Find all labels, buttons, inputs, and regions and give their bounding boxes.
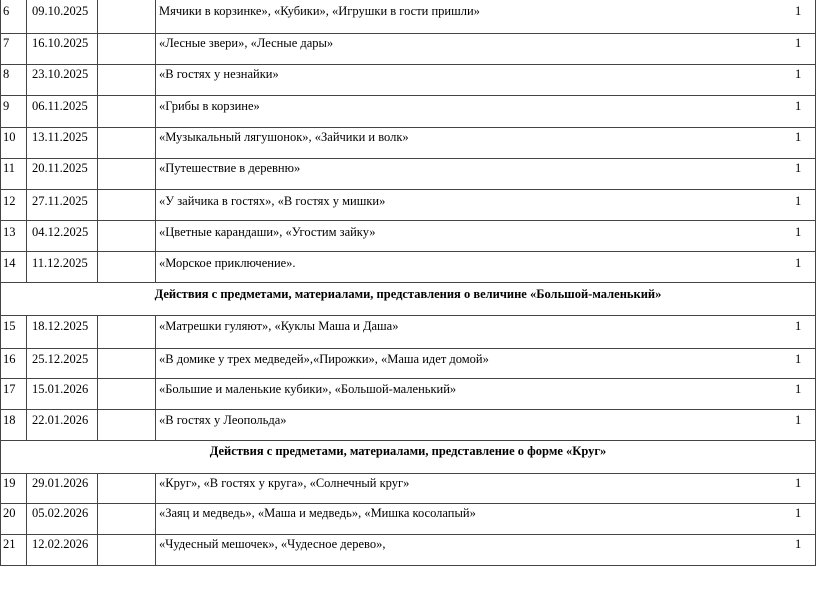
table-border-vertical [97, 220, 98, 251]
table-border-vertical [97, 409, 98, 440]
row-topic: «Матрешки гуляют», «Куклы Маша и Даша» [159, 319, 399, 333]
table-border-vertical [26, 409, 27, 440]
table-border-vertical [0, 189, 1, 220]
row-hours: 1 [795, 36, 802, 50]
table-border-vertical [155, 315, 156, 348]
table-border-horizontal [0, 503, 816, 504]
section-header: Действия с предметами, материалами, представление о форме «Круг» [209, 444, 607, 458]
table-border-horizontal [0, 95, 816, 96]
row-number: 9 [3, 99, 10, 113]
table-border-vertical [26, 473, 27, 503]
row-number: 12 [3, 194, 16, 208]
row-topic: «Путешествие в деревню» [159, 161, 301, 175]
table-border-horizontal [0, 282, 816, 283]
table-border-vertical [26, 95, 27, 127]
table-border-vertical [155, 473, 156, 503]
table-border-vertical [97, 378, 98, 409]
row-topic: «Музыкальный лягушонок», «Зайчики и волк» [159, 130, 409, 144]
table-border-vertical [97, 534, 98, 565]
table-border-vertical [0, 220, 1, 251]
table-border-horizontal [0, 409, 816, 410]
table-border-vertical [155, 95, 156, 127]
row-date: 04.12.2025 [32, 225, 89, 239]
table-border-vertical [155, 220, 156, 251]
table-border-vertical [26, 220, 27, 251]
row-topic: «У зайчика в гостях», «В гостях у мишки» [159, 194, 386, 208]
row-number: 21 [3, 537, 16, 551]
table-border-vertical [155, 534, 156, 565]
table-border-horizontal [0, 251, 816, 252]
table-border-vertical [0, 348, 1, 378]
row-date: 29.01.2026 [32, 476, 89, 490]
section-header: Действия с предметами, материалами, представления о величине «Большой-маленький» [154, 287, 662, 301]
table-border-vertical [0, 158, 1, 189]
row-topic: «В гостях у Леопольда» [159, 413, 287, 427]
row-hours: 1 [795, 4, 802, 18]
row-number: 13 [3, 225, 16, 239]
table-border-vertical [26, 64, 27, 95]
row-topic: Мячики в корзинке», «Кубики», «Игрушки в гости пришли» [159, 4, 480, 18]
row-topic: «Цветные карандаши», «Угостим зайку» [159, 225, 376, 239]
row-number: 14 [3, 256, 16, 270]
table-border-vertical [97, 64, 98, 95]
table-border-vertical [155, 409, 156, 440]
row-hours: 1 [795, 194, 802, 208]
table-border-horizontal [0, 64, 816, 65]
row-date: 09.10.2025 [32, 4, 89, 18]
table-border-horizontal [0, 378, 816, 379]
table-border-vertical [26, 348, 27, 378]
row-topic: «Большие и маленькие кубики», «Большой-маленький» [159, 382, 457, 396]
table-border-vertical [155, 33, 156, 64]
row-date: 11.12.2025 [32, 256, 88, 270]
table-border-vertical [26, 503, 27, 534]
table-border-vertical [155, 0, 156, 33]
table-border-vertical [155, 348, 156, 378]
table-border-vertical [97, 0, 98, 33]
table-border-vertical [97, 33, 98, 64]
row-hours: 1 [795, 352, 802, 366]
row-hours: 1 [795, 99, 802, 113]
row-topic: «Грибы в корзине» [159, 99, 260, 113]
table-border-vertical [26, 378, 27, 409]
row-number: 6 [3, 4, 10, 18]
table-border-vertical [26, 158, 27, 189]
row-date: 27.11.2025 [32, 194, 88, 208]
row-date: 05.02.2026 [32, 506, 89, 520]
row-number: 15 [3, 319, 16, 333]
row-number: 10 [3, 130, 16, 144]
table-border-horizontal [0, 158, 816, 159]
row-hours: 1 [795, 506, 802, 520]
row-number: 18 [3, 413, 16, 427]
table-border-vertical [26, 534, 27, 565]
table-border-vertical [155, 158, 156, 189]
table-border-vertical [97, 158, 98, 189]
row-date: 13.11.2025 [32, 130, 88, 144]
table-border-vertical [26, 189, 27, 220]
table-border-horizontal [0, 315, 816, 316]
table-border-vertical [97, 315, 98, 348]
row-date: 16.10.2025 [32, 36, 89, 50]
table-border-horizontal [0, 348, 816, 349]
row-number: 8 [3, 67, 10, 81]
table-border-vertical [97, 189, 98, 220]
row-hours: 1 [795, 476, 802, 490]
row-topic: «Морское приключение». [159, 256, 296, 270]
row-hours: 1 [795, 319, 802, 333]
table-border-vertical [0, 503, 1, 534]
table-border-horizontal [0, 473, 816, 474]
table-border-vertical [26, 251, 27, 282]
table-border-vertical [97, 348, 98, 378]
table-border-vertical [26, 315, 27, 348]
row-date: 25.12.2025 [32, 352, 89, 366]
table-border-vertical [0, 0, 1, 33]
table-border-vertical [97, 127, 98, 158]
row-number: 11 [3, 161, 16, 175]
row-date: 23.10.2025 [32, 67, 89, 81]
row-number: 20 [3, 506, 16, 520]
table-border-horizontal [0, 189, 816, 190]
table-border-horizontal [0, 534, 816, 535]
row-topic: «В гостях у незнайки» [159, 67, 279, 81]
row-number: 16 [3, 352, 16, 366]
table-border-vertical [0, 127, 1, 158]
row-date: 20.11.2025 [32, 161, 88, 175]
table-border-vertical [155, 127, 156, 158]
row-date: 18.12.2025 [32, 319, 89, 333]
table-border-vertical [155, 503, 156, 534]
table-border-vertical [155, 189, 156, 220]
row-date: 06.11.2025 [32, 99, 88, 113]
table-border-vertical [155, 378, 156, 409]
table-border-horizontal [0, 33, 816, 34]
row-topic: «Лесные звери», «Лесные дары» [159, 36, 334, 50]
table-border-vertical [0, 534, 1, 565]
table-border-vertical [97, 503, 98, 534]
table-border-vertical [0, 33, 1, 64]
table-border-vertical [0, 251, 1, 282]
table-border-horizontal [0, 565, 816, 566]
row-topic: «В домике у трех медведей»,«Пирожки», «Маша идет домой» [159, 352, 489, 366]
row-date: 12.02.2026 [32, 537, 89, 551]
row-hours: 1 [795, 130, 802, 144]
row-hours: 1 [795, 382, 802, 396]
row-topic: «Заяц и медведь», «Маша и медведь», «Мишка косолапый» [159, 506, 476, 520]
row-number: 19 [3, 476, 16, 490]
table-border-horizontal [0, 440, 816, 441]
row-hours: 1 [795, 67, 802, 81]
row-topic: «Чудесный мешочек», «Чудесное дерево», [159, 537, 386, 551]
table-border-vertical [97, 95, 98, 127]
row-topic: «Круг», «В гостях у круга», «Солнечный круг» [159, 476, 410, 490]
table-border-vertical [0, 64, 1, 95]
table-border-vertical [0, 409, 1, 440]
table-border-vertical [97, 251, 98, 282]
row-hours: 1 [795, 161, 802, 175]
row-hours: 1 [795, 537, 802, 551]
table-border-vertical [0, 95, 1, 127]
table-border-horizontal [0, 220, 816, 221]
table-border-vertical [26, 33, 27, 64]
row-hours: 1 [795, 225, 802, 239]
row-date: 15.01.2026 [32, 382, 89, 396]
table-border-vertical [155, 251, 156, 282]
table-border-vertical [155, 64, 156, 95]
row-date: 22.01.2026 [32, 413, 89, 427]
table-border-horizontal [0, 127, 816, 128]
table-border-vertical [0, 378, 1, 409]
table-border-vertical [26, 127, 27, 158]
table-border-vertical [97, 473, 98, 503]
table-border-vertical [0, 473, 1, 503]
table-border-vertical [26, 0, 27, 33]
row-number: 17 [3, 382, 16, 396]
row-number: 7 [3, 36, 10, 50]
table-border-vertical [0, 315, 1, 348]
row-hours: 1 [795, 256, 802, 270]
row-hours: 1 [795, 413, 802, 427]
